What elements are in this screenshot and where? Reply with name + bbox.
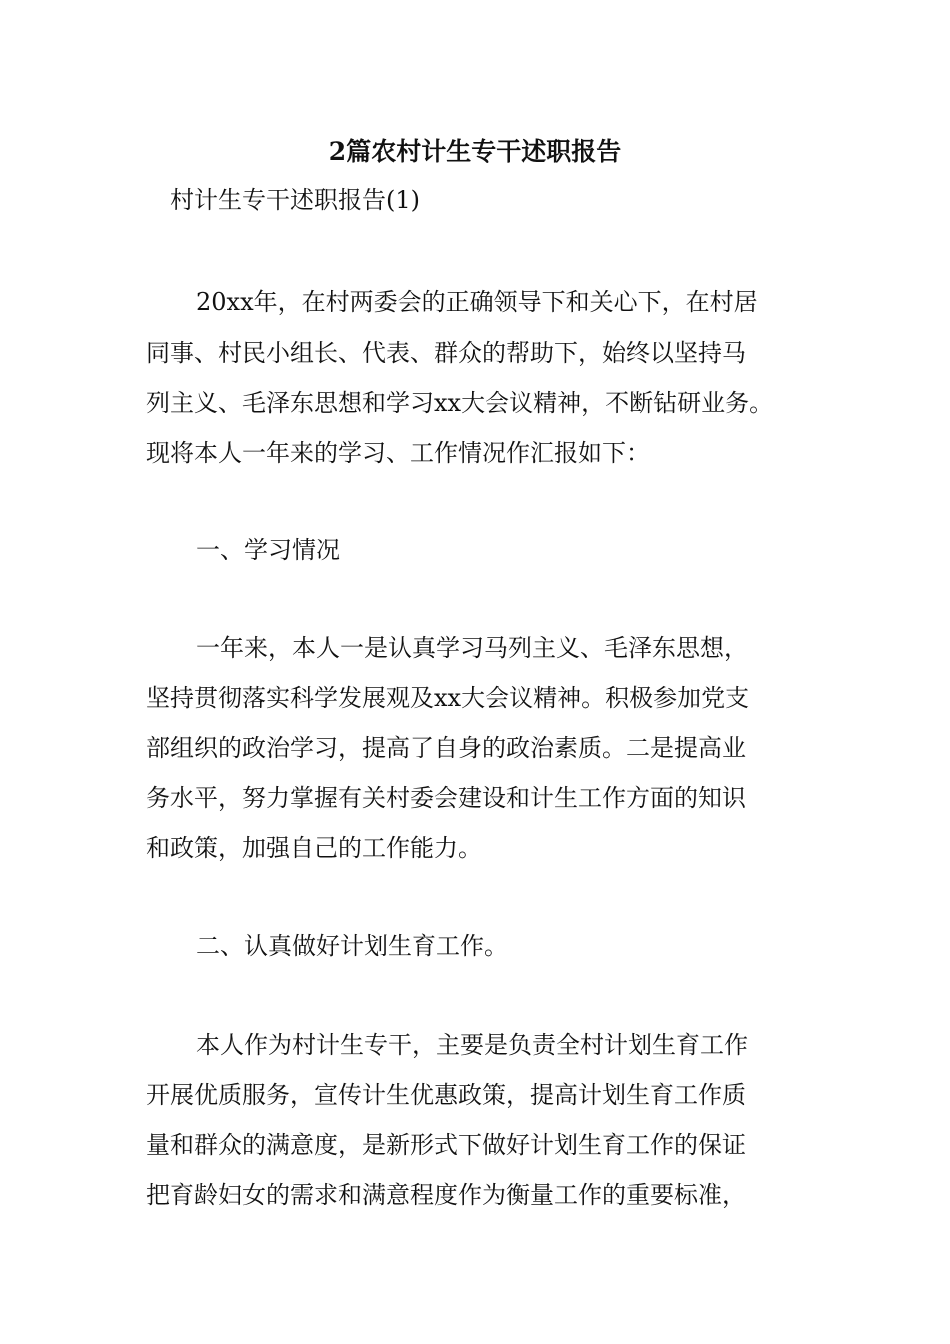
paragraph-3-line-4: 把育龄妇女的需求和满意程度作为衡量工作的重要标准， — [146, 1181, 746, 1209]
paragraph-2-line-2: 坚持贯彻落实科学发展观及xx大会议精神。积极参加党支 — [146, 684, 750, 712]
paragraph-3-line-3: 量和群众的满意度，是新形式下做好计划生育工作的保证 — [146, 1131, 746, 1159]
paragraph-3-line-2: 开展优质服务，宣传计生优惠政策，提高计划生育工作质 — [146, 1081, 746, 1109]
document-subtitle: 村计生专干述职报告(1) — [170, 186, 420, 214]
paragraph-2-line-3: 部组织的政治学习，提高了自身的政治素质。二是提高业 — [146, 734, 746, 762]
document-title: 2篇农村计生专干述职报告 — [328, 137, 622, 166]
paragraph-1-line-4: 现将本人一年来的学习、工作情况作汇报如下： — [146, 439, 650, 467]
paragraph-2-line-5: 和政策，加强自己的工作能力。 — [146, 834, 482, 862]
paragraph-1-line-3: 列主义、毛泽东思想和学习xx大会议精神，不断钻研业务。 — [146, 389, 774, 417]
paragraph-2-line-1: 一年来，本人一是认真学习马列主义、毛泽东思想， — [196, 634, 748, 662]
section-heading-1: 一、学习情况 — [196, 536, 340, 564]
section-heading-2: 二、认真做好计划生育工作。 — [196, 932, 508, 960]
paragraph-1-line-2: 同事、村民小组长、代表、群众的帮助下，始终以坚持马 — [146, 339, 746, 367]
paragraph-1-line-1: 20xx年，在村两委会的正确领导下和关心下，在村居 — [196, 288, 758, 316]
paragraph-3-line-1: 本人作为村计生专干，主要是负责全村计划生育工作 — [196, 1031, 748, 1059]
paragraph-2-line-4: 务水平，努力掌握有关村委会建设和计生工作方面的知识 — [146, 784, 746, 812]
